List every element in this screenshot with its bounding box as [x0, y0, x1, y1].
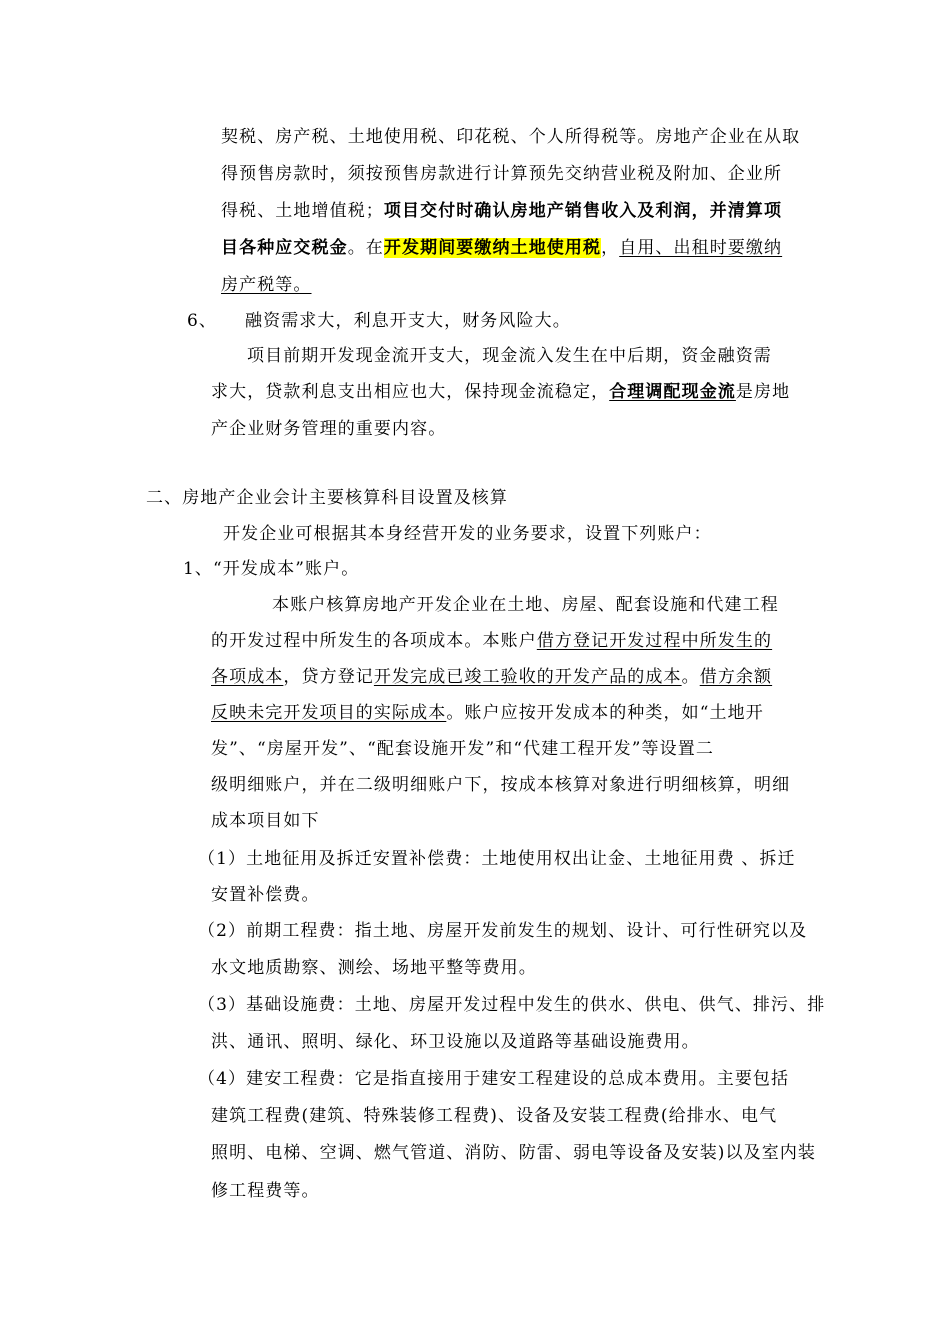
cost-item: 洪、通讯、照明、绿化、环卫设施以及道路等基础设施费用。: [211, 1032, 700, 1052]
cost-item: （2）前期工程费：指土地、房屋开发前发生的规划、设计、可行性研究以及: [198, 921, 808, 941]
text-span: 。账户应按开发成本的种类，如“土地开: [446, 703, 764, 723]
text-span: 求大，贷款利息支出相应也大，保持现金流稳定，: [211, 382, 610, 402]
text-line: [221, 200, 782, 222]
cost-item: 照明、电梯、空调、燃气管道、消防、防雷、弱电等设备及安装)以及室内装: [211, 1143, 817, 1163]
text-span: 。: [681, 667, 700, 687]
text-line: [221, 237, 782, 259]
bold-text: 目各种应交税金: [221, 238, 348, 258]
cost-item: （3）基础设施费：土地、房屋开发过程中发生的供水、供电、供气、排污、排: [198, 995, 826, 1015]
text-span: 。在: [347, 238, 384, 258]
text-line: 级明细账户，并在二级明细账户下，按成本核算对象进行明细核算，明细: [211, 775, 791, 795]
text-line: [211, 666, 772, 688]
text-line: 发”、“房屋开发”、“配套设施开发”和“代建工程开发”等设置二: [211, 739, 714, 759]
text-span: 的开发过程中所发生的各项成本。本账户: [211, 631, 537, 651]
bold-underlined-text: 合理调配现金流: [609, 382, 736, 402]
text-line: 契税、房产税、土地使用税、印花税、个人所得税等。房地产企业在从取: [221, 127, 801, 147]
cost-item: 安置补偿费。: [211, 885, 320, 905]
text-line: [211, 381, 790, 403]
text-line: [211, 702, 764, 724]
bold-text: 项目交付时确认房地产销售收入及利润，并清算项: [383, 201, 783, 221]
text-line: [221, 274, 312, 296]
account-title: 1、“开发成本”账户。: [183, 559, 360, 579]
text-line: 开发企业可根据其本身经营开发的业务要求，设置下列账户：: [223, 524, 712, 544]
text-line: 产企业财务管理的重要内容。: [211, 419, 447, 439]
underlined-text: 各项成本: [211, 667, 284, 687]
underlined-text: 借方余额: [699, 667, 773, 687]
underlined-text: 反映未完开发项目的实际成本: [211, 703, 447, 723]
cost-item: （4）建安工程费：它是指直接用于建安工程建设的总成本费用。主要包括: [198, 1069, 790, 1089]
highlighted-text: 开发期间要缴纳土地使用税: [383, 238, 602, 258]
cost-item: （1）土地征用及拆迁安置补偿费：土地使用权出让金、土地征用费 、拆迁: [198, 849, 796, 869]
cost-item: 修工程费等。: [211, 1181, 320, 1201]
cost-item: 水文地质勘察、测绘、场地平整等费用。: [211, 958, 537, 978]
underlined-text: 房产税等。: [221, 275, 312, 295]
text-span: ，贷方登记: [283, 667, 374, 687]
text-line: [211, 630, 772, 652]
text-span: 得税、土地增值税；: [221, 201, 384, 221]
underlined-text: 自用、出租时要缴纳: [619, 238, 783, 258]
list-number: 6、: [187, 311, 218, 331]
text-line: 本账户核算房地产开发企业在土地、房屋、配套设施和代建工程: [272, 595, 779, 615]
item-title: 融资需求大，利息开支大，财务风险大。: [245, 311, 571, 331]
text-line: 项目前期开发现金流开支大，现金流入发生在中后期，资金融资需: [247, 346, 772, 366]
underlined-text: 开发完成已竣工验收的开发产品的成本: [373, 667, 682, 687]
text-span: ，: [601, 238, 620, 258]
cost-item: 建筑工程费(建筑、特殊装修工程费)、设备及安装工程费(给排水、电气: [211, 1106, 778, 1126]
section-heading: 二、房地产企业会计主要核算科目设置及核算: [146, 488, 508, 508]
text-line: 成本项目如下: [211, 811, 320, 831]
text-line: 得预售房款时，须按预售房款进行计算预先交纳营业税及附加、企业所: [221, 164, 783, 184]
underlined-text: 借方登记开发过程中所发生的: [536, 631, 773, 651]
text-span: 是房地: [735, 382, 791, 402]
